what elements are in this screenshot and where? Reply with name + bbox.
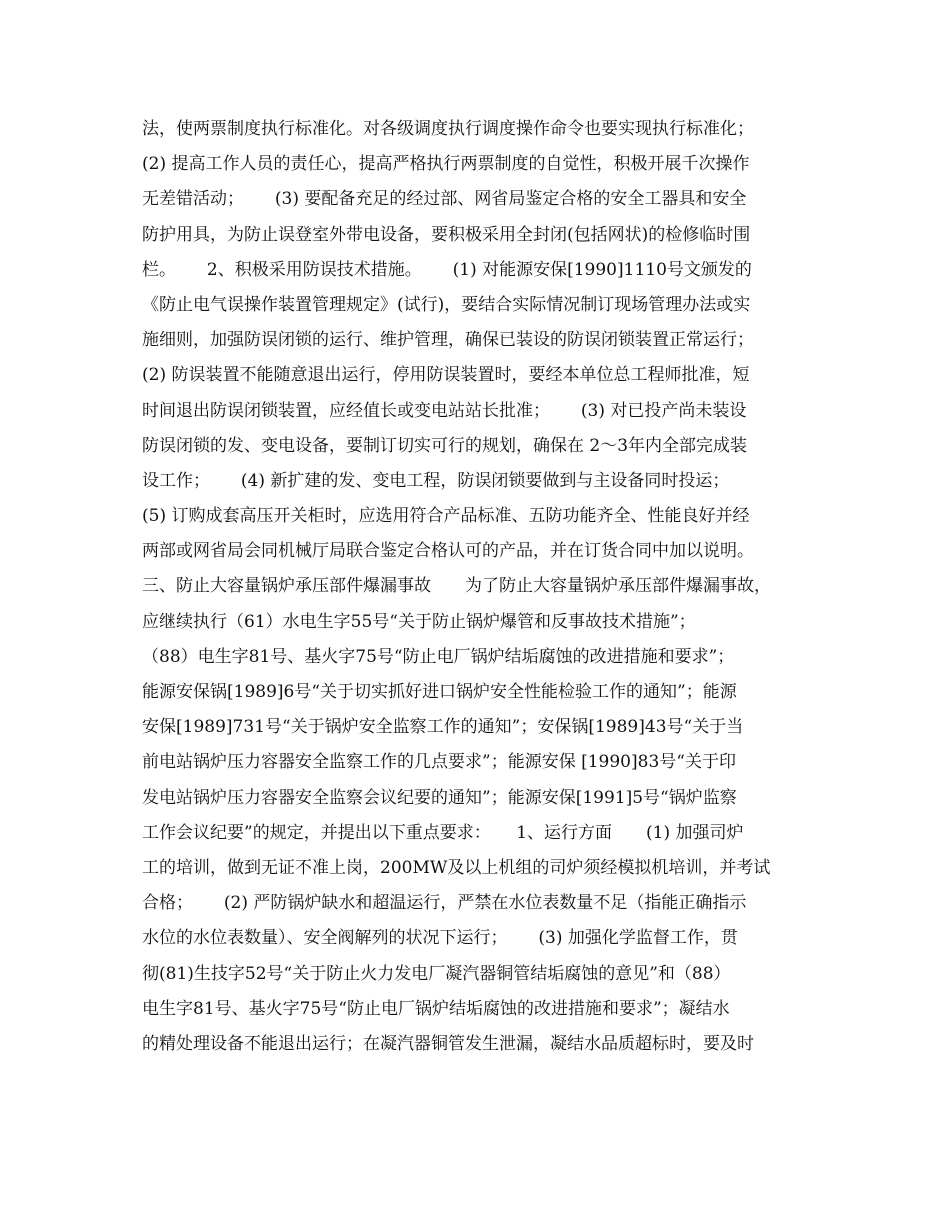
text-line: 两部或网省局会同机械厅局联合鉴定合格认可的产品，并在订货合同中加以说明。 — [142, 541, 754, 562]
text-line: 应继续执行（61）水电生字55号“关于防止锅炉爆管和反事故技术措施”； — [142, 611, 696, 632]
text-line: 施细则，加强防误闭锁的运行、维护管理，确保已装设的防误闭锁装置正常运行； — [142, 330, 754, 351]
text-line: 的精处理设备不能退出运行；在凝汽器铜管发生泄漏，凝结水品质超标时，要及时 — [142, 1033, 754, 1054]
section-heading-line: 三、防止大容量锅炉承压部件爆漏事故 为了防止大容量锅炉承压部件爆漏事故， — [142, 576, 771, 597]
text-line: 无差错活动； (3) 要配备充足的经过部、网省局鉴定合格的安全工器具和安全 — [142, 189, 747, 210]
document-body — [142, 112, 822, 1062]
text-line: （88）电生字81号、基火字75号“防止电厂锅炉结垢腐蚀的改进措施和要求”； — [142, 646, 735, 667]
text-line: 设工作； (4) 新扩建的发、变电工程，防误闭锁要做到与主设备同时投运； — [142, 470, 730, 491]
text-line: (2) 提高工作人员的责任心，提高严格执行两票制度的自觉性，积极开展千次操作 — [142, 154, 750, 175]
text-line: 工的培训，做到无证不准上岗，200MW及以上机组的司炉须经模拟机培训，并考试 — [142, 857, 771, 878]
text-line: 安保[1989]731号“关于锅炉安全监察工作的通知”；安保锅[1989]43号“关于当 — [142, 717, 744, 738]
text-line: 能源安保锅[1989]6号“关于切实抓好进口锅炉安全性能检验工作的通知”；能源 — [142, 682, 737, 702]
text-line: 防误闭锁的发、变电设备，要制订切实可行的规划，确保在 2～3年内全部完成装 — [142, 435, 748, 456]
text-line: 防护用具，为防止误登室外带电设备，要积极采用全封闭(包括网状)的检修临时围 — [142, 224, 751, 245]
text-line: 电生字81号、基火字75号“防止电厂锅炉结垢腐蚀的改进措施和要求”；凝结水 — [142, 998, 730, 1019]
text-line: 法，使两票制度执行标准化。对各级调度执行调度操作命令也要实现执行标准化； — [142, 119, 754, 139]
text-line: 合格； (2) 严防锅炉缺水和超温运行，严禁在水位表数量不足（指能正确指示 — [142, 893, 747, 914]
text-line: 时间退出防误闭锁装置，应经值长或变电站站长批准； (3) 对已投产尚未装设 — [142, 400, 747, 421]
text-line: 《防止电气误操作装置管理规定》(试行)，要结合实际情况制订现场管理办法或实 — [142, 294, 751, 315]
text-line: 前电站锅炉压力容器安全监察工作的几点要求”；能源安保 [1990]83号“关于印 — [142, 752, 736, 773]
text-line: 彻(81)生技字52号“关于防止火力发电厂凝汽器铜管结垢腐蚀的意见”和（88） — [142, 963, 731, 984]
text-line: 发电站锅炉压力容器安全监察会议纪要的通知”；能源安保[1991]5号“锅炉监察 — [142, 787, 737, 808]
text-line: (2) 防误装置不能随意退出运行，停用防误装置时，要经本单位总工程师批准，短 — [142, 365, 750, 386]
text-line: (5) 订购成套高压开关柜时，应选用符合产品标准、五防功能齐全、性能良好并经 — [142, 506, 750, 527]
text-line: 栏。 2、积极采用防误技术措施。 (1) 对能源安保[1990]1110号文颁发的 — [142, 259, 752, 280]
text-line: 水位的水位表数量）、安全阀解列的状况下运行； (3) 加强化学监督工作，贯 — [142, 928, 738, 949]
text-line: 工作会议纪要”的规定，并提出以下重点要求： 1、运行方面 (1) 加强司炉 — [142, 822, 744, 843]
